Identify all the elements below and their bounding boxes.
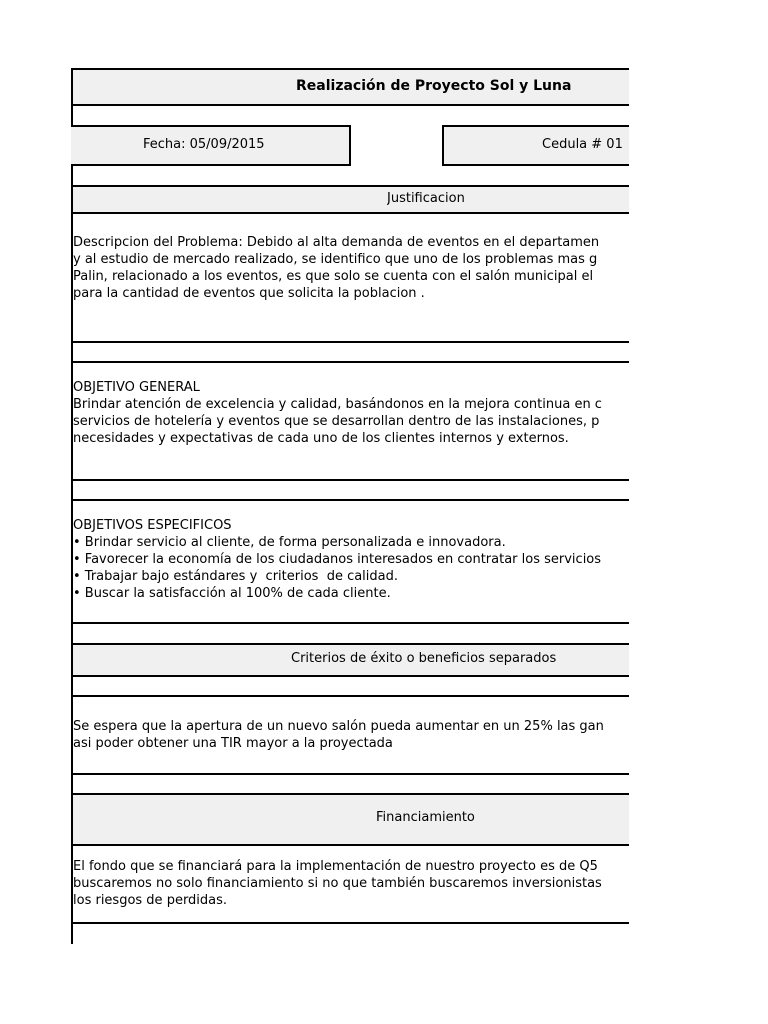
objetivo-general-line: Brindar atención de excelencia y calidad, basándonos en la mejora continua en c: [73, 397, 602, 412]
rule: [71, 341, 629, 343]
objetivos-especificos-line: • Trabajar bajo estándares y criterios de calidad.: [73, 569, 399, 584]
financiamiento-heading: Financiamiento: [376, 810, 475, 825]
justificacion-heading: Justificacion: [387, 191, 465, 206]
financiamiento-line: los riesgos de perdidas.: [73, 893, 228, 908]
financiamiento-line: buscaremos no solo financiamiento si no que también buscaremos inversionistas: [73, 876, 602, 891]
rule: [71, 643, 629, 645]
objetivo-general-line: servicios de hotelería y eventos que se desarrollan dentro de las instalaciones, p: [73, 414, 600, 429]
fecha-box: [71, 125, 351, 166]
rule: [71, 695, 629, 697]
rule: [71, 104, 629, 106]
rule: [71, 773, 629, 775]
justificacion-line: Palin, relacionado a los eventos, es que solo se cuenta con el salón municipal el: [73, 269, 594, 284]
criterios-line: asi poder obtener una TIR mayor a la proyectada: [73, 736, 393, 751]
criterios-line: Se espera que la apertura de un nuevo salón pueda aumentar en un 25% las gan: [73, 719, 604, 734]
rule: [71, 68, 629, 70]
rule: [71, 793, 629, 795]
rule: [71, 479, 629, 481]
justificacion-line: Descripcion del Problema: Debido al alta demanda de eventos en el departamen: [73, 235, 600, 250]
objetivo-general-line: necesidades y expectativas de cada uno de los clientes internos y externos.: [73, 431, 569, 446]
rule: [71, 185, 629, 187]
rule: [71, 361, 629, 363]
fecha-label: Fecha: 05/09/2015: [143, 137, 265, 152]
rule: [71, 622, 629, 624]
rule: [71, 844, 629, 846]
cedula-label: Cedula # 01: [542, 137, 623, 152]
rule: [71, 922, 629, 924]
rule: [71, 212, 629, 214]
page-title: Realización de Proyecto Sol y Luna: [296, 78, 572, 94]
justificacion-line: para la cantidad de eventos que solicita la poblacion .: [73, 286, 425, 301]
cedula-box: [442, 125, 629, 166]
objetivo-general-line: OBJETIVO GENERAL: [73, 380, 200, 395]
objetivos-especificos-line: • Buscar la satisfacción al 100% de cada cliente.: [73, 586, 391, 601]
objetivos-especificos-line: • Brindar servicio al cliente, de forma personalizada e innovadora.: [73, 535, 506, 550]
objetivos-especificos-line: • Favorecer la economía de los ciudadanos interesados en contratar los servicios: [73, 552, 602, 567]
justificacion-line: y al estudio de mercado realizado, se identifico que uno de los problemas mas g: [73, 252, 598, 267]
rule: [71, 499, 629, 501]
rule: [71, 675, 629, 677]
objetivos-especificos-line: OBJETIVOS ESPECIFICOS: [73, 518, 232, 533]
left-border: [71, 68, 73, 944]
criterios-heading: Criterios de éxito o beneficios separados: [291, 651, 557, 666]
financiamiento-line: El fondo que se financiará para la implementación de nuestro proyecto es de Q5: [73, 859, 598, 874]
